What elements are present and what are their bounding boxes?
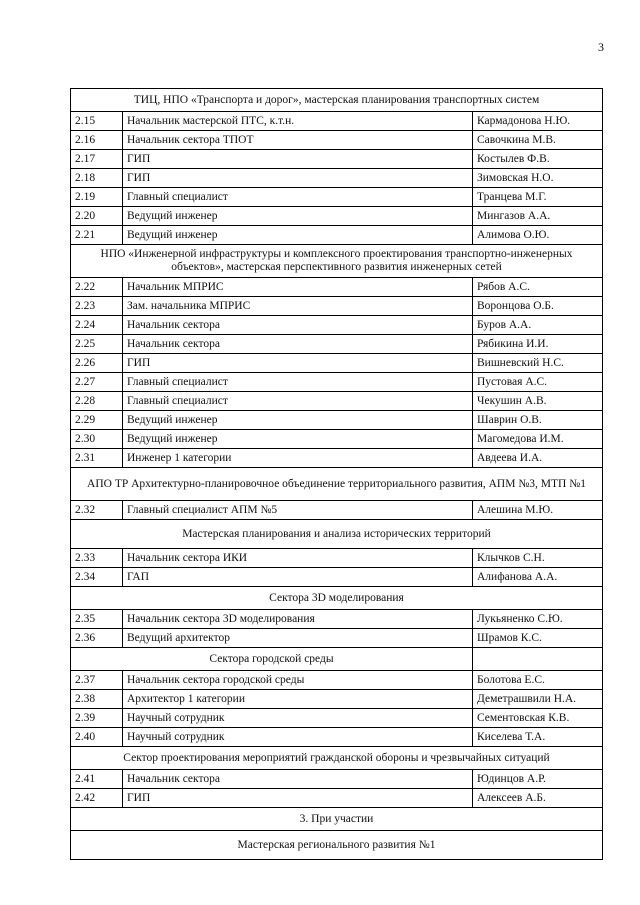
staff-table <box>70 88 603 860</box>
name-cell: Транцева М.Г. <box>473 188 603 207</box>
name-cell: Болотова Е.С. <box>473 671 603 690</box>
position-cell: Главный специалист <box>123 373 473 392</box>
name-cell: Киселева Т.А. <box>473 728 603 747</box>
table-row <box>71 501 603 520</box>
name-cell: Алексеев А.Б. <box>473 789 603 808</box>
position-cell: Главный специалист <box>123 188 473 207</box>
table-row <box>71 610 603 629</box>
name-cell: Алифанова А.А. <box>473 568 603 587</box>
name-cell: Алимова О.Ю. <box>473 226 603 245</box>
table-row <box>71 411 603 430</box>
name-cell: Алешина М.Ю. <box>473 501 603 520</box>
table-row <box>71 629 603 648</box>
section-title: 3. При участии <box>71 808 603 831</box>
table-row <box>71 112 603 131</box>
name-cell: Рябов А.С. <box>473 278 603 297</box>
row-number: 2.42 <box>71 789 123 808</box>
table-row <box>71 690 603 709</box>
section-header-row <box>71 89 603 112</box>
row-number: 2.36 <box>71 629 123 648</box>
name-cell: Кармадонова Н.Ю. <box>473 112 603 131</box>
section-header-row <box>71 520 603 549</box>
name-cell: Зимовская Н.О. <box>473 169 603 188</box>
table-row <box>71 728 603 747</box>
row-number: 2.18 <box>71 169 123 188</box>
name-cell: Пустовая А.С. <box>473 373 603 392</box>
page-number: 3 <box>598 40 604 54</box>
row-number: 2.16 <box>71 131 123 150</box>
position-cell: Инженер 1 категории <box>123 449 473 468</box>
position-cell: Научный сотрудник <box>123 709 473 728</box>
position-cell: Научный сотрудник <box>123 728 473 747</box>
row-number: 2.25 <box>71 335 123 354</box>
position-cell: ГИП <box>123 150 473 169</box>
table-row <box>71 789 603 808</box>
table-row <box>71 169 603 188</box>
row-number: 2.24 <box>71 316 123 335</box>
name-cell: Савочкина М.В. <box>473 131 603 150</box>
position-cell: ГИП <box>123 789 473 808</box>
name-cell: Костылев Ф.В. <box>473 150 603 169</box>
table-row <box>71 671 603 690</box>
name-cell: Мингазов А.А. <box>473 207 603 226</box>
position-cell: Начальник МПРИС <box>123 278 473 297</box>
position-cell: ГАП <box>123 568 473 587</box>
table-row <box>71 316 603 335</box>
staff-table-body <box>71 89 603 860</box>
row-number: 2.30 <box>71 430 123 449</box>
table-row <box>71 549 603 568</box>
section-title: ТИЦ, НПО «Транспорта и дорог», мастерская планирования транспортных систем <box>71 89 603 112</box>
position-cell: Начальник мастерской ПТС, к.т.н. <box>123 112 473 131</box>
table-row <box>71 335 603 354</box>
row-number: 2.34 <box>71 568 123 587</box>
name-cell: Шаврин О.В. <box>473 411 603 430</box>
row-number: 2.33 <box>71 549 123 568</box>
row-number: 2.22 <box>71 278 123 297</box>
row-number: 2.17 <box>71 150 123 169</box>
name-cell: Чекушин А.В. <box>473 392 603 411</box>
position-cell: ГИП <box>123 354 473 373</box>
table-row <box>71 709 603 728</box>
section-header-row <box>71 468 603 501</box>
section-title: Сектора городской среды <box>71 648 473 671</box>
table-row <box>71 150 603 169</box>
section-header-row <box>71 808 603 831</box>
position-cell: Ведущий инженер <box>123 207 473 226</box>
row-number: 2.40 <box>71 728 123 747</box>
name-cell: Вишневский Н.С. <box>473 354 603 373</box>
section-title: Сектора 3D моделирования <box>71 587 603 610</box>
row-number: 2.20 <box>71 207 123 226</box>
position-cell: Ведущий архитектор <box>123 629 473 648</box>
table-row <box>71 207 603 226</box>
row-number: 2.41 <box>71 770 123 789</box>
row-number: 2.26 <box>71 354 123 373</box>
position-cell: Начальник сектора 3D моделирования <box>123 610 473 629</box>
row-number: 2.28 <box>71 392 123 411</box>
position-cell: Начальник сектора городской среды <box>123 671 473 690</box>
table-row <box>71 297 603 316</box>
name-cell: Воронцова О.Б. <box>473 297 603 316</box>
position-cell: Начальник сектора <box>123 335 473 354</box>
name-cell: Магомедова И.М. <box>473 430 603 449</box>
table-row <box>71 430 603 449</box>
position-cell: Зам. начальника МПРИС <box>123 297 473 316</box>
position-cell: Главный специалист <box>123 392 473 411</box>
position-cell: ГИП <box>123 169 473 188</box>
section-header-row <box>71 648 603 671</box>
row-number: 2.19 <box>71 188 123 207</box>
table-row <box>71 354 603 373</box>
position-cell: Ведущий инженер <box>123 411 473 430</box>
row-number: 2.35 <box>71 610 123 629</box>
empty-cell <box>473 648 603 671</box>
row-number: 2.31 <box>71 449 123 468</box>
section-header-row <box>71 587 603 610</box>
name-cell: Шрамов К.С. <box>473 629 603 648</box>
position-cell: Начальник сектора ИКИ <box>123 549 473 568</box>
section-title: Мастерская регионального развития №1 <box>71 831 603 860</box>
position-cell: Ведущий инженер <box>123 226 473 245</box>
row-number: 2.38 <box>71 690 123 709</box>
name-cell: Деметрашвили Н.А. <box>473 690 603 709</box>
row-number: 2.32 <box>71 501 123 520</box>
table-row <box>71 568 603 587</box>
section-title: НПО «Инженерной инфраструктуры и комплексного проектирования транспортно-инженерных объектов», мастерская перспективного развития инженерных сетей <box>71 245 603 278</box>
section-header-row <box>71 747 603 770</box>
table-row <box>71 188 603 207</box>
table-row <box>71 392 603 411</box>
section-header-row <box>71 831 603 860</box>
table-row <box>71 770 603 789</box>
section-title: АПО ТР Архитектурно-планировочное объединение территориального развития, АПМ №3, МТП №1 <box>71 468 603 501</box>
row-number: 2.37 <box>71 671 123 690</box>
name-cell: Сементовская К.В. <box>473 709 603 728</box>
position-cell: Ведущий инженер <box>123 430 473 449</box>
row-number: 2.21 <box>71 226 123 245</box>
table-row <box>71 278 603 297</box>
name-cell: Буров А.А. <box>473 316 603 335</box>
row-number: 2.39 <box>71 709 123 728</box>
section-title: Мастерская планирования и анализа исторических территорий <box>71 520 603 549</box>
name-cell: Лукьяненко С.Ю. <box>473 610 603 629</box>
name-cell: Авдеева И.А. <box>473 449 603 468</box>
row-number: 2.27 <box>71 373 123 392</box>
table-row <box>71 131 603 150</box>
name-cell: Рябикина И.И. <box>473 335 603 354</box>
table-row <box>71 226 603 245</box>
row-number: 2.29 <box>71 411 123 430</box>
row-number: 2.15 <box>71 112 123 131</box>
table-row <box>71 449 603 468</box>
position-cell: Начальник сектора <box>123 316 473 335</box>
position-cell: Архитектор 1 категории <box>123 690 473 709</box>
row-number: 2.23 <box>71 297 123 316</box>
position-cell: Начальник сектора ТПОТ <box>123 131 473 150</box>
name-cell: Юдинцов А.Р. <box>473 770 603 789</box>
table-row <box>71 373 603 392</box>
name-cell: Клычков С.Н. <box>473 549 603 568</box>
position-cell: Начальник сектора <box>123 770 473 789</box>
section-title: Сектор проектирования мероприятий гражданской обороны и чрезвычайных ситуаций <box>71 747 603 770</box>
position-cell: Главный специалист АПМ №5 <box>123 501 473 520</box>
section-header-row <box>71 245 603 278</box>
